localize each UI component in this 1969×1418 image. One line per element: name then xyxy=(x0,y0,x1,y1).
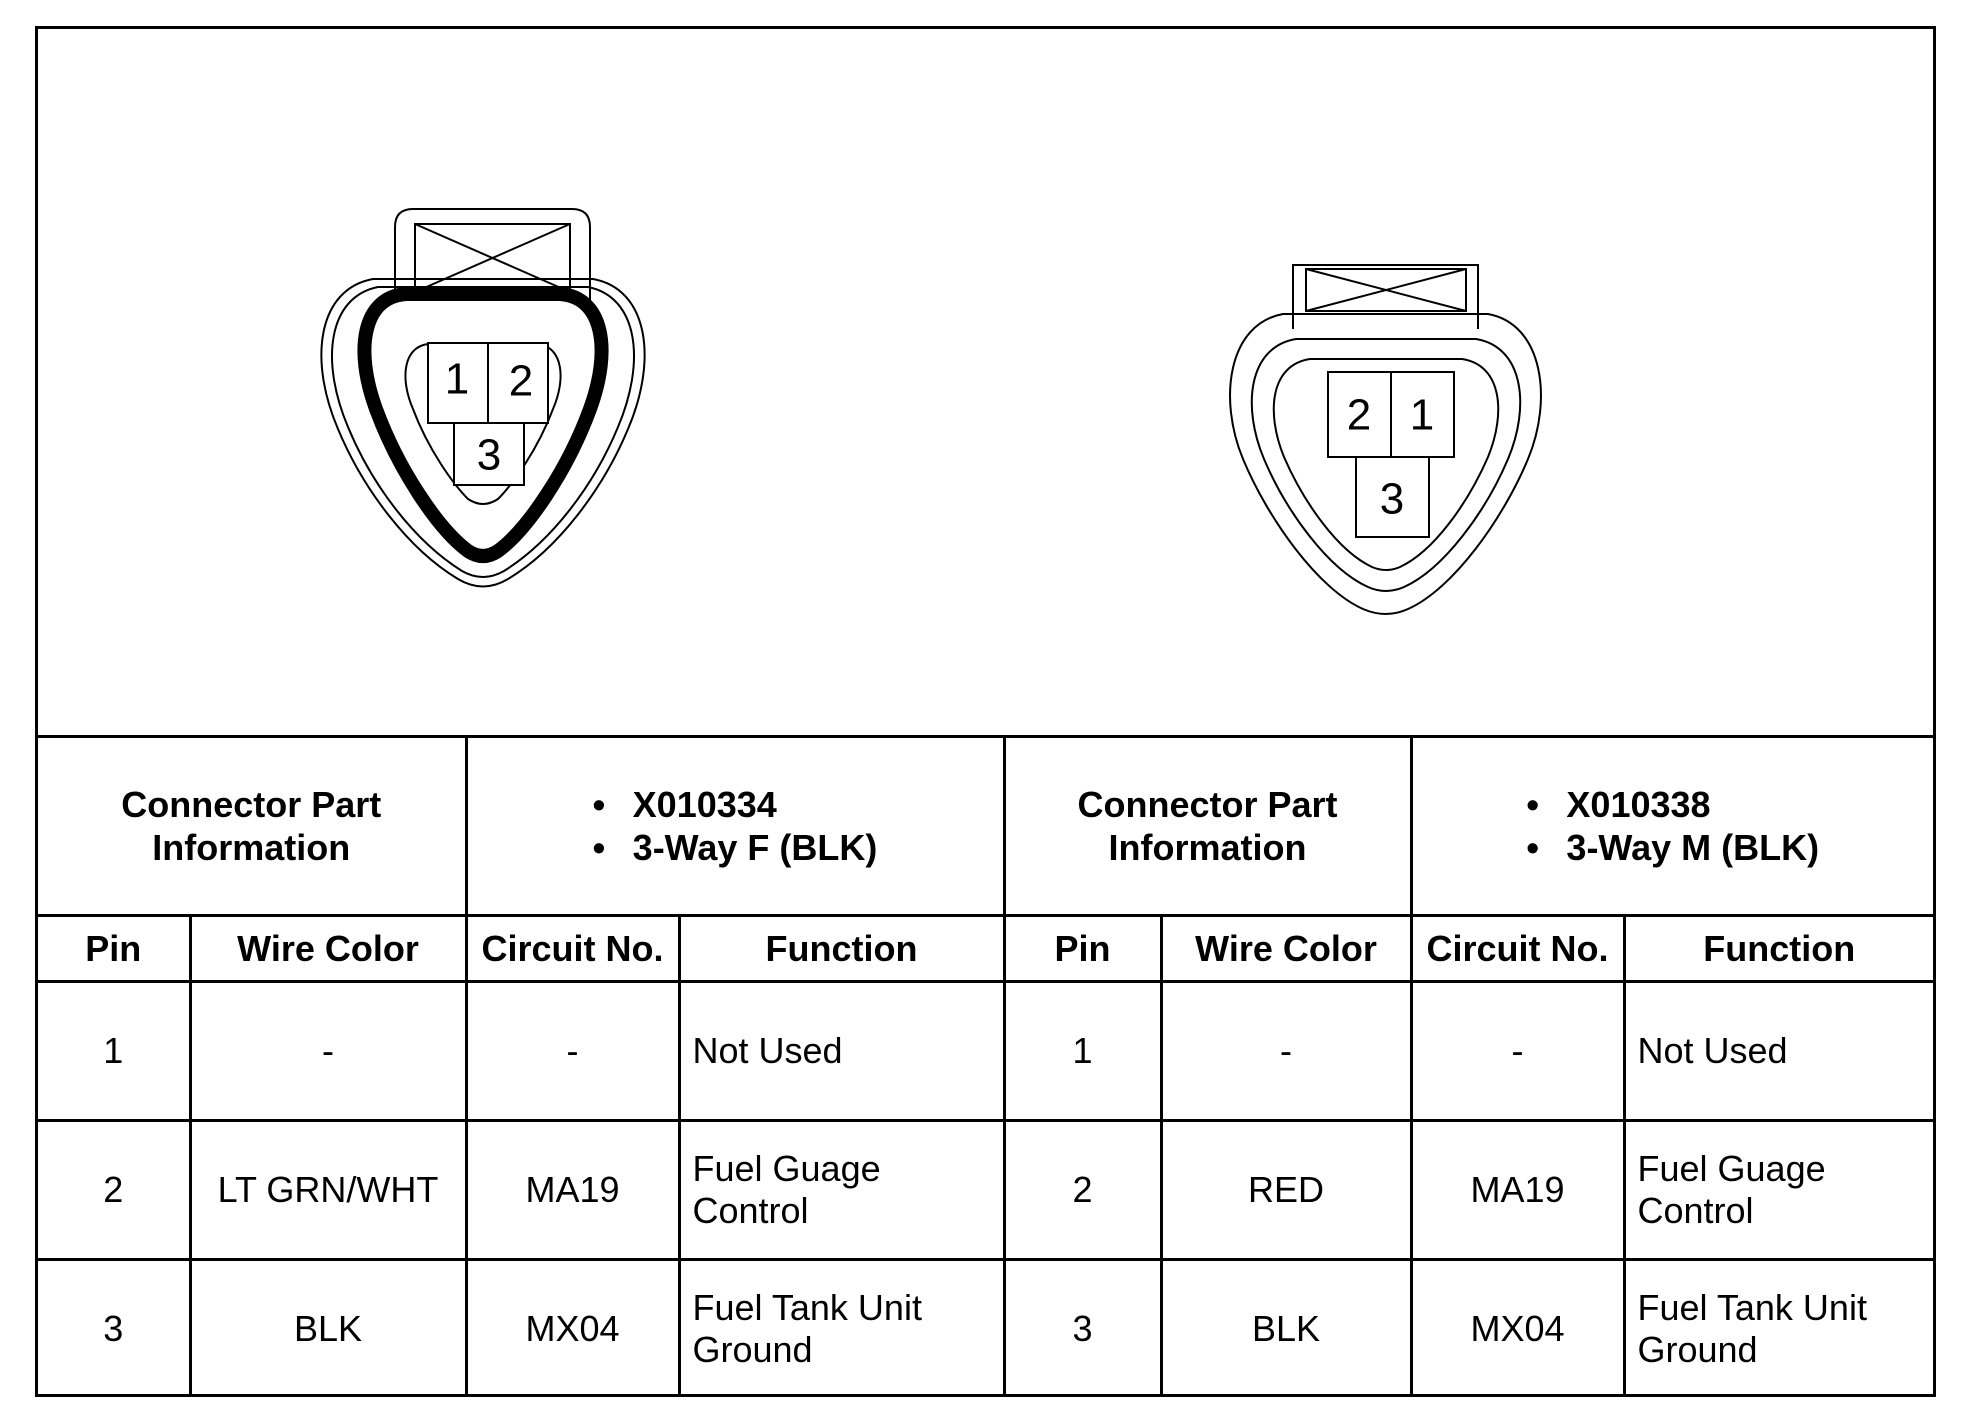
wire-color-cell: - xyxy=(1161,982,1411,1121)
pin-cell: 2 xyxy=(38,1121,190,1260)
connector-info-row xyxy=(38,737,1933,916)
wire-color-cell: BLK xyxy=(190,1260,466,1398)
pin-cell: 2 xyxy=(1004,1121,1161,1260)
table-header-row xyxy=(38,916,1933,982)
circuit-cell: MA19 xyxy=(1411,1121,1624,1260)
left-pin-1-label: 1 xyxy=(444,354,470,404)
circuit-cell: MX04 xyxy=(1411,1260,1624,1398)
left-part-list xyxy=(593,783,878,869)
right-part-number: • X010338 xyxy=(1526,783,1819,826)
pin-cell: 3 xyxy=(38,1260,190,1398)
circuit-cell: MA19 xyxy=(466,1121,679,1260)
header-pin-left: Pin xyxy=(38,916,190,982)
right-part-info-label xyxy=(1004,737,1411,916)
right-part-info-values xyxy=(1411,737,1933,916)
table-row xyxy=(38,1121,1933,1260)
right-pin-3-label: 3 xyxy=(1379,474,1405,524)
pin-cell: 1 xyxy=(1004,982,1161,1121)
right-pin-1-label: 1 xyxy=(1409,390,1435,440)
right-connector-latch xyxy=(1293,265,1478,329)
connector-face-views xyxy=(38,29,1933,735)
left-connector-face xyxy=(321,209,644,587)
right-pin-2-label: 2 xyxy=(1346,390,1372,440)
function-cell: Fuel Tank Unit Ground xyxy=(1624,1260,1933,1398)
wire-color-cell: - xyxy=(190,982,466,1121)
pin-cell: 1 xyxy=(38,982,190,1121)
wire-color-cell: RED xyxy=(1161,1121,1411,1260)
table-row xyxy=(38,1260,1933,1398)
circuit-cell: MX04 xyxy=(466,1260,679,1398)
left-pin-3-label: 3 xyxy=(476,430,502,480)
header-circuit-right: Circuit No. xyxy=(1411,916,1624,982)
left-part-number: • X010334 xyxy=(593,783,878,826)
connector-drawings xyxy=(38,29,1933,735)
header-pin-right: Pin xyxy=(1004,916,1161,982)
right-connector-face xyxy=(1230,265,1541,614)
header-wire-color-right: Wire Color xyxy=(1161,916,1411,982)
connector-diagram-frame xyxy=(35,26,1936,1397)
right-part-type: • 3-Way M (BLK) xyxy=(1526,826,1819,869)
left-part-type: • 3-Way F (BLK) xyxy=(593,826,878,869)
circuit-cell: - xyxy=(1411,982,1624,1121)
left-part-info-values xyxy=(466,737,1004,916)
left-pin-2-label: 2 xyxy=(508,356,534,406)
function-cell: Fuel Guage Control xyxy=(679,1121,1004,1260)
function-cell: Fuel Tank Unit Ground xyxy=(679,1260,1004,1398)
left-part-info-label xyxy=(38,737,466,916)
function-cell: Fuel Guage Control xyxy=(1624,1121,1933,1260)
table-row xyxy=(38,982,1933,1121)
left-part-info-label-text: Connector Part Information xyxy=(121,784,382,868)
wire-color-cell: BLK xyxy=(1161,1260,1411,1398)
header-circuit-left: Circuit No. xyxy=(466,916,679,982)
connector-pinout-table xyxy=(38,735,1933,1397)
right-part-info-label-text: Connector Part Information xyxy=(1077,784,1338,868)
wire-color-cell: LT GRN/WHT xyxy=(190,1121,466,1260)
header-function-right: Function xyxy=(1624,916,1933,982)
function-cell: Not Used xyxy=(679,982,1004,1121)
right-part-list xyxy=(1526,783,1819,869)
header-wire-color-left: Wire Color xyxy=(190,916,466,982)
function-cell: Not Used xyxy=(1624,982,1933,1121)
pin-cell: 3 xyxy=(1004,1260,1161,1398)
header-function-left: Function xyxy=(679,916,1004,982)
circuit-cell: - xyxy=(466,982,679,1121)
